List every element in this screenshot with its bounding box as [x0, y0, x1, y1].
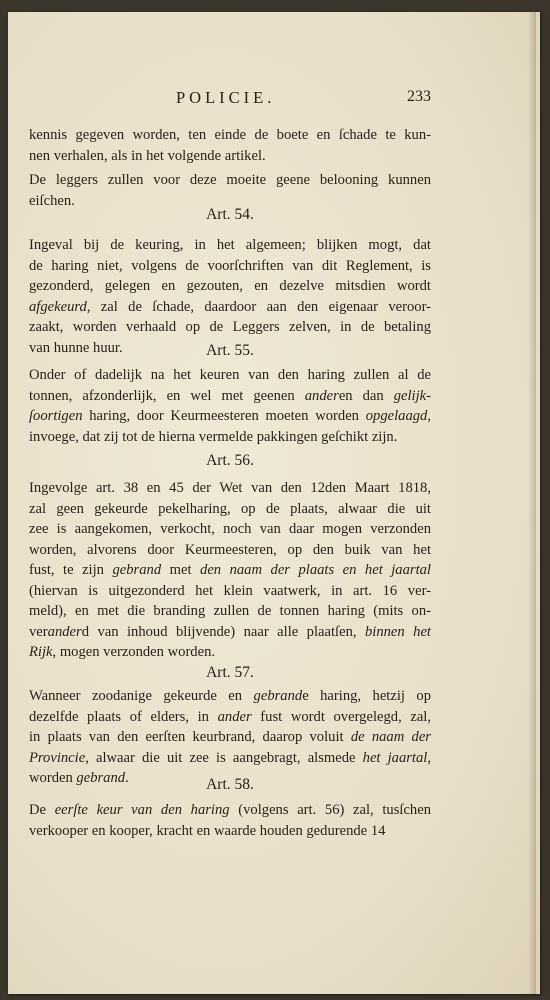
text-line: ſoortigen haring, door Keurmeesteren moeten worden opgelaagd,: [29, 408, 431, 424]
text-line: Ingevolge art. 38 en 45 der Wet van den 12den Maart 1818,: [29, 480, 431, 496]
article-heading: Art. 57.: [206, 664, 254, 681]
article-heading: Art. 55.: [206, 342, 254, 359]
text-line: tonnen, afzonderlijk, en wel met geenen anderen dan gelijk-: [29, 387, 431, 404]
text-line: van hunne huur.: [29, 339, 123, 356]
italic-phrase: ſoortigen: [29, 408, 83, 424]
paragraph: [29, 170, 431, 211]
page-header: [29, 88, 431, 108]
article-heading: Art. 58.: [206, 776, 254, 793]
italic-phrase: afgekeurd: [29, 298, 87, 315]
text-line: De eerſte keur van den haring (volgens art. 56) zal, tusſchen: [29, 802, 431, 818]
text-line: De leggers zullen voor deze moeite geene belooning kunnen: [29, 172, 431, 188]
text-line: zaakt, worden verhaald op de Leggers zelven, in de betaling: [29, 319, 431, 335]
text-line: Provincie, alwaar die uit zee is aangebragt, alsmede het jaartal,: [29, 749, 431, 766]
italic-phrase: ander: [47, 623, 82, 640]
italic-phrase: gebrand: [112, 562, 162, 578]
paragraph: [29, 686, 431, 789]
paragraph: [29, 125, 431, 166]
page-gutter-shadow: [528, 12, 536, 994]
text-line: Onder of dadelijk na het keuren van den haring zullen al de: [29, 367, 431, 383]
text-line: Rijk, mogen verzonden worden.: [29, 644, 216, 660]
italic-phrase: ander: [304, 387, 339, 404]
text-line: (hiervan is uitgezonderd het klein vaatwerk, in art. 16 ver-: [29, 582, 431, 599]
text-line: fust, te zijn gebrand met den naam der plaats en het jaartal: [29, 562, 431, 578]
text-line: nen verhalen, als in het volgende artikel.: [29, 147, 266, 164]
text-line: Wanneer zoodanige gekeurde en gebrande haring, hetzij op: [29, 688, 431, 704]
paragraph: [29, 800, 431, 841]
text-line: afgekeurd, zal de ſchade, daardoor aan den eigenaar veroor-: [29, 298, 431, 315]
italic-phrase: de naam der: [350, 729, 431, 745]
article-heading: Art. 56.: [206, 452, 254, 469]
italic-phrase: opgelaagd: [365, 408, 428, 424]
italic-phrase: het jaartal: [362, 749, 428, 766]
text-line: Ingeval bij de keuring, in het algemeen; blijken mogt, dat: [29, 237, 431, 253]
italic-phrase: gebrand: [253, 688, 303, 704]
paragraph: [29, 478, 431, 663]
italic-phrase: Rijk: [29, 644, 53, 660]
text-line: zee is aangekomen, verkocht, noch van daar mogen verzonden: [29, 521, 431, 537]
running-title: POLICIE.: [176, 88, 276, 107]
italic-phrase: eerſte keur van den haring: [54, 802, 230, 818]
text-line: veranderd van inhoud blijvende) naar alle plaatſen, binnen het: [29, 623, 431, 640]
italic-phrase: Provincie: [29, 749, 86, 766]
italic-phrase: den naam der plaats en het jaartal: [200, 562, 431, 578]
text-line: meld), en met die branding zullen de tonnen haring (mits on-: [29, 603, 431, 619]
article-heading: Art. 54.: [206, 206, 254, 223]
text-line: in plaats van den eerſten keurbrand, daarop voluit de naam der: [29, 729, 431, 745]
paragraph: [29, 235, 431, 358]
text-line: verkooper en kooper, kracht en waarde houden gedurende 14: [29, 822, 386, 839]
paragraph: [29, 365, 431, 447]
text-line: de haring niet, volgens de voorſchriften van dit Reglement, is: [29, 257, 431, 274]
italic-phrase: gelijk-: [393, 387, 431, 404]
text-line: eiſchen.: [29, 192, 75, 209]
italic-phrase: gebrand: [76, 770, 126, 786]
text-line: dezelfde plaats of elders, in ander fust wordt overgelegd, zal,: [29, 708, 432, 725]
text-line: worden gebrand.: [29, 770, 129, 786]
page-number: 233: [407, 88, 431, 105]
text-line: kennis gegeven worden, ten einde de boete en ſchade te kun-: [29, 127, 431, 143]
text-line: gezonderd, gelegen en gezouten, en dezelve mitsdien wordt: [29, 278, 431, 294]
italic-phrase: ander: [217, 708, 252, 725]
text-line: worden, alvorens door Keurmeesteren, op den buik van het: [29, 541, 431, 558]
italic-phrase: binnen het: [364, 623, 431, 640]
text-line: zal geen gekeurde pekelharing, op de plaats, alwaar die uit: [29, 500, 431, 517]
text-line: invoege, dat zij tot de hierna vermelde pakkingen geſchikt zijn.: [29, 428, 398, 445]
